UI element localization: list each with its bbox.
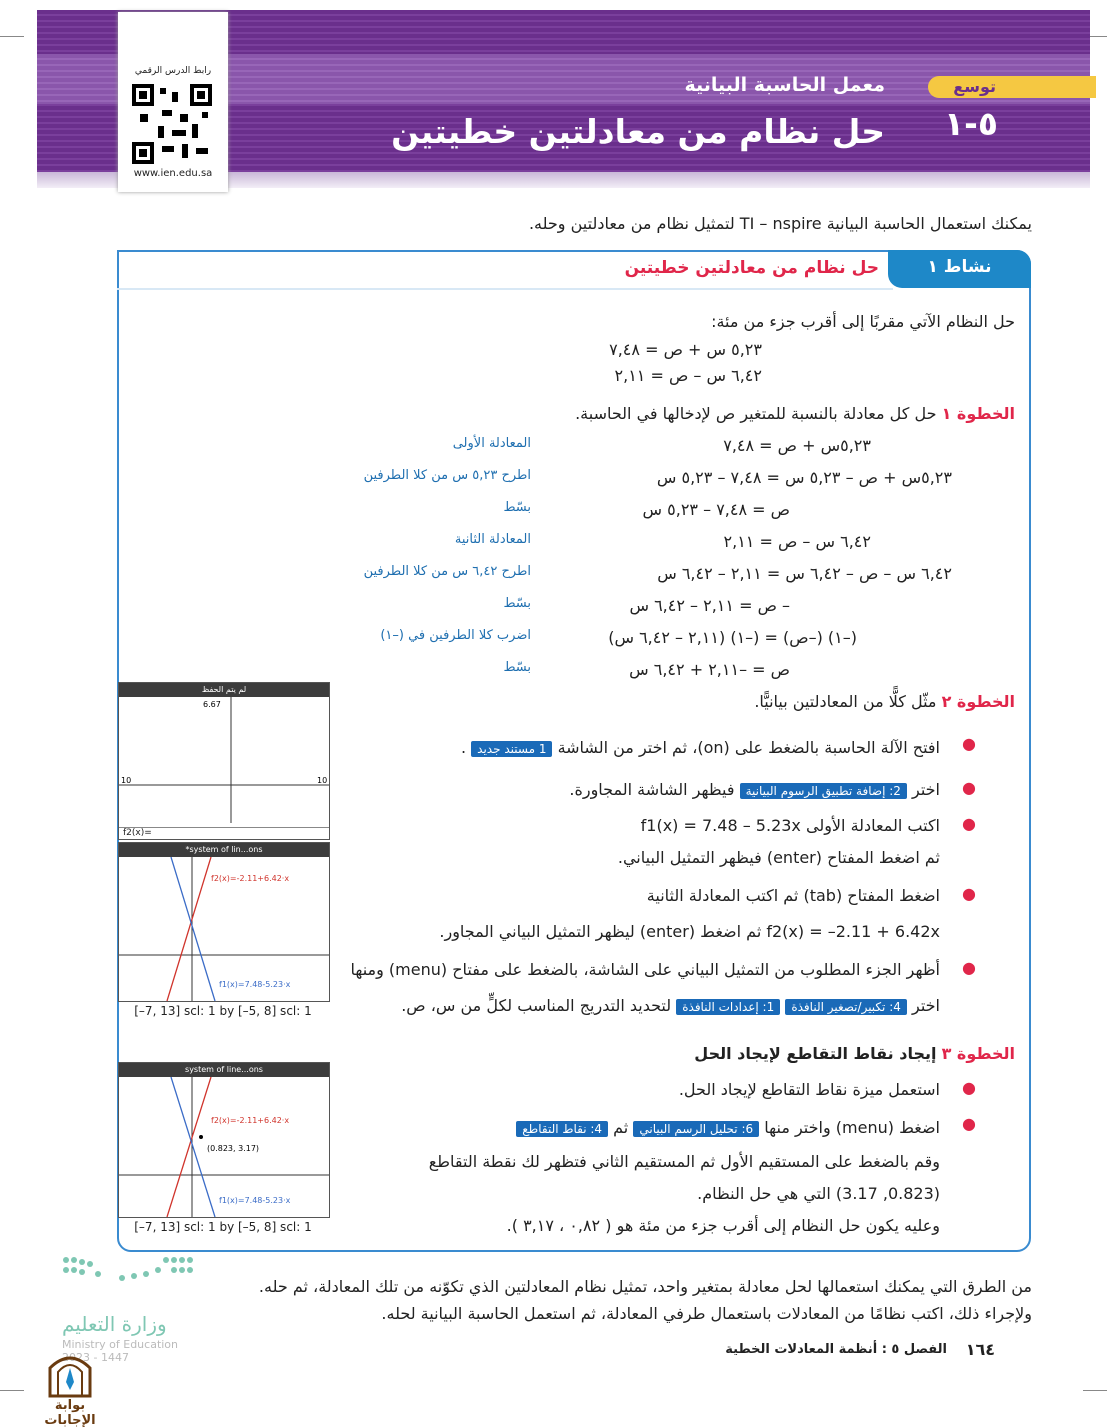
- step2-line-2-text: فيظهر الشاشة المجاورة.: [569, 780, 735, 799]
- step1-note-3: المعادلة الثانية: [454, 532, 531, 547]
- step2-line-0-text: افتح الآلة الحاسبة بالضغط على (on)، ثم اختر من الشاشة: [557, 738, 940, 757]
- answers-gate-label: بوابة الإجابات: [44, 1398, 96, 1428]
- bullet: ●: [962, 734, 976, 753]
- step1-label: الخطوة ١: [941, 404, 1015, 423]
- activity-prompt: حل النظام الآتي مقربًا إلى أقرب جزء من مئة:: [711, 312, 1015, 331]
- step1-note-0: المعادلة الأولى: [452, 436, 531, 451]
- screen-title-bar: system of line...ons: [119, 1063, 329, 1077]
- intersection-point-label: (0.823, 3.17): [207, 1144, 260, 1153]
- ministry-name-en-text: Ministry of Education: [62, 1338, 179, 1351]
- crop-mark: [0, 36, 24, 37]
- step1-note-5: بسّط: [503, 596, 531, 611]
- calculator-screen-3: [118, 1062, 330, 1218]
- step1-eq-4: ٦,٤٢ س – ص – ٦,٤٢ س = ٢,١١ – ٦,٤٢ س: [657, 564, 952, 583]
- qr-label: رابط الدرس الرقمي: [134, 66, 212, 76]
- step2-line-6: f2(x) = –2.11 + 6.42x ثم اضغط (enter) ليظهر التمثيل البياني المجاور.: [439, 922, 940, 941]
- function-entry-line[interactable]: f2(x)=: [119, 827, 329, 844]
- zoom-window-button[interactable]: 4: تكبير/تصغير النافذة: [785, 999, 907, 1015]
- lab-subtitle: معمل الحاسبة البيانية: [684, 74, 885, 96]
- step1-eq-2: ص = ٧,٤٨ – ٥,٢٣ س: [642, 500, 790, 519]
- screen-caption-2: [–7, 13] scl: 1 by [–5, 8] scl: 1: [134, 1220, 312, 1234]
- footer-line-1: من الطرق التي يمكنك استعمالها لحل معادلة بمتغير واحد، تمثيل نظام المعادلتين الذي تكوّنه من تلك المعادلة، ثم حله.: [258, 1277, 1032, 1296]
- ministry-logo-icon: [62, 1254, 202, 1304]
- step1-eq-7: ص = –٢,١١ + ٦,٤٢ س: [629, 660, 790, 679]
- xmin-label: 10: [121, 776, 132, 785]
- add-graph-app-button[interactable]: 2: إضافة تطبيق الرسوم البيانية: [740, 783, 907, 799]
- f1-label: f1(x)=7.48-5.23·x: [219, 980, 291, 989]
- step2-line-5: اضغط المفتاح (tab) ثم اكتب المعادلة الثانية: [646, 886, 940, 905]
- intro-text: يمكنك استعمال الحاسبة البيانية TI – nspire لتمثيل نظام من معادلتين وحله.: [528, 214, 1032, 233]
- step1-note-6: اضرب كلا الطرفين في (–١): [380, 628, 531, 643]
- screen-graph-1: [119, 697, 329, 823]
- step1-eq-1: ٥,٢٣س + ص – ٥,٢٣ س = ٧,٤٨ – ٥,٢٣ س: [656, 468, 952, 487]
- qr-panel[interactable]: [118, 12, 228, 192]
- step1-note-4: اطرح ٦,٤٢ س من كلا الطرفين: [363, 564, 531, 579]
- intersection-button[interactable]: 4: نقاط التقاطع: [516, 1121, 608, 1137]
- step3-line-5: وعليه يكون حل النظام إلى أقرب جزء من مئة هو ( ٠,٨٢ ، ٣,١٧ ).: [506, 1216, 940, 1235]
- step2-heading: [754, 692, 1015, 711]
- step1-eq-6: (–١) (–ص) = (–١) (٢,١١ – ٦,٤٢ س): [608, 628, 857, 647]
- ministry-name-ar: وزارة التعليم: [62, 1312, 167, 1336]
- step3-label: الخطوة ٣: [941, 1044, 1015, 1063]
- chapter-label: الفصل ٥ : أنظمة المعادلات الخطية: [725, 1342, 947, 1357]
- bullet: ●: [962, 1114, 976, 1133]
- bullet: ●: [962, 1078, 976, 1097]
- qr-url[interactable]: www.ien.edu.sa: [133, 168, 213, 179]
- crop-mark: [1083, 1390, 1107, 1391]
- bullet: ●: [962, 814, 976, 833]
- step2-line-0: افتح الآلة الحاسبة بالضغط على (on)، ثم اختر من الشاشة 1 مستند جديد .: [460, 738, 940, 757]
- step2-line-8: [401, 996, 940, 1015]
- qr-code-icon: [132, 84, 212, 164]
- screen-title-bar: لم يتم الحفظ: [119, 683, 329, 697]
- step2-line-1-text: اختر: [912, 780, 940, 799]
- step2-line-7: أظهر الجزء المطلوب من التمثيل البياني على الشاشة، بالضغط على مفتاح (menu) ومنها: [350, 960, 940, 979]
- screen-caption-1: [–7, 13] scl: 1 by [–5, 8] scl: 1: [134, 1004, 312, 1018]
- step3-text: إيجاد نقاط التقاطع لإيجاد الحل: [694, 1044, 937, 1063]
- step1-eq-0: ٥,٢٣س + ص = ٧,٤٨: [723, 436, 871, 455]
- ymax-label: 6.67: [203, 700, 221, 709]
- step1-note-2: بسّط: [503, 500, 531, 515]
- new-document-button[interactable]: 1 مستند جديد: [471, 741, 552, 757]
- crop-mark: [0, 1390, 24, 1391]
- f2-label: f2(x)=-2.11+6.42·x: [211, 874, 290, 883]
- step3-heading: [694, 1044, 1015, 1063]
- footer-line-2: ولإجراء ذلك، اكتب نظامًا من المعادلات باستعمال طرفي المعادلة، ثم استعمل الحاسبة البيانية لحله.: [381, 1304, 1032, 1323]
- step2-line-4: ثم اضغط المفتاح (enter) فيظهر التمثيل البياني.: [617, 848, 940, 867]
- activity-tab: نشاط ١: [888, 250, 1031, 288]
- step2-label: الخطوة ٢: [941, 692, 1015, 711]
- step1-text: حل كل معادلة بالنسبة للمتغير ص لإدخالها في الحاسبة.: [575, 404, 937, 423]
- step2-line-3: اكتب المعادلة الأولى f1(x) = 7.48 – 5.23x: [640, 816, 940, 835]
- page-title: حل نظام من معادلتين خطيتين: [391, 112, 885, 151]
- extension-tag: توسع: [928, 76, 1096, 98]
- f1-label: f1(x)=7.48-5.23·x: [219, 1196, 291, 1205]
- step2-text: مثّل كلًّا من المعادلتين بيانيًّا.: [754, 692, 937, 711]
- system-eq-1: ٥,٢٣ س + ص = ٧,٤٨: [609, 340, 762, 359]
- screen-graph-3: [119, 1077, 329, 1217]
- window-settings-button[interactable]: 1: إعدادات النافذة: [676, 999, 780, 1015]
- step2-line-1: [569, 780, 940, 799]
- xmax-label: 10: [317, 776, 328, 785]
- step3-line-1-text: اضغط (menu) واختر منها: [764, 1118, 940, 1137]
- ministry-year: 2023 - 1447: [62, 1351, 129, 1364]
- step2-line-8-text: اختر: [912, 996, 940, 1015]
- bullet: ●: [962, 778, 976, 797]
- step3-line-3: وقم بالضغط على المستقيم الأول ثم المستقيم الثاني فتظهر لك نقطة التقاطع: [428, 1152, 940, 1171]
- step3-line-0: استعمل ميزة نقاط التقاطع لإيجاد الحل.: [678, 1080, 940, 1099]
- activity-title: حل نظام من معادلتين خطيتين: [624, 258, 879, 278]
- step3-line-2-text: ثم: [613, 1118, 629, 1137]
- step1-note-1: اطرح ٥,٢٣ س من كلا الطرفين: [363, 468, 531, 483]
- analyze-graph-button[interactable]: 6: تحليل الرسم البياني: [633, 1121, 759, 1137]
- page-number: ١٦٤: [965, 1340, 995, 1359]
- screen-graph-2: [119, 857, 329, 1001]
- screen-title-bar: *system of lin...ons: [119, 843, 329, 857]
- step3-line-4: (0.823, 3.17) التي هي حل النظام.: [697, 1184, 940, 1203]
- step1-eq-3: ٦,٤٢ س – ص = ٢,١١: [723, 532, 871, 551]
- step1-heading: [575, 404, 1015, 423]
- calculator-screen-2: [118, 842, 330, 1002]
- system-eq-2: ٦,٤٢ س – ص = ٢,١١: [614, 366, 762, 385]
- lesson-number: ٥-١: [944, 104, 999, 143]
- step3-line-1: [516, 1118, 940, 1137]
- activity-rule: [117, 288, 893, 290]
- calculator-screen-1: [118, 682, 330, 840]
- bullet: ●: [962, 958, 976, 977]
- step1-note-7: بسّط: [503, 660, 531, 675]
- f2-label: f2(x)=-2.11+6.42·x: [211, 1116, 290, 1125]
- step2-line-9-text: لتحديد التدريج المناسب لكلٍّ من س، ص.: [401, 996, 672, 1015]
- answers-gate-logo-icon: [30, 1348, 110, 1398]
- step1-eq-5: – ص = ٢,١١ – ٦,٤٢ س: [629, 596, 790, 615]
- bullet: ●: [962, 884, 976, 903]
